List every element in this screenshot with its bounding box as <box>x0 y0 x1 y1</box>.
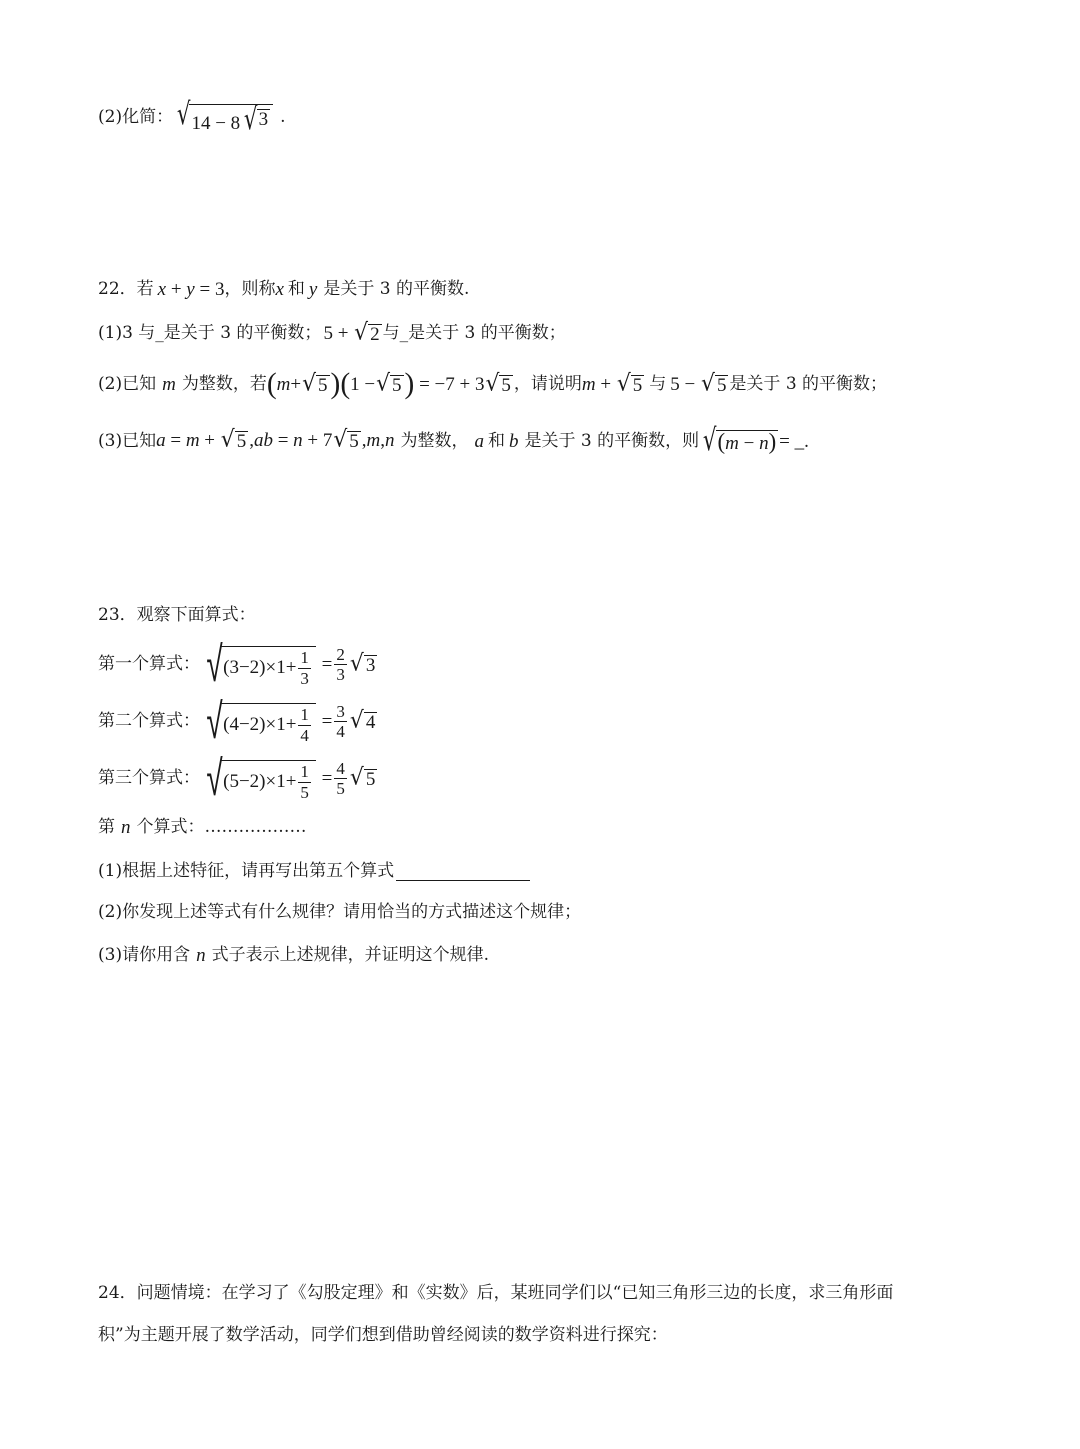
q21-part2: (2)化简： √ 14 − 8 √ 3 . <box>98 97 286 137</box>
q22-intro: 22．若 x + y = 3 ，则称 x 和 y 是关于 3 的平衡数. <box>98 279 470 300</box>
q23-formula-2: 第二个算式： √ ( 4 − 2 )× 1 + $\frac{1}{4}$ = $\frac{3}{4}$ √ 4 <box>98 692 376 750</box>
q23-part1: (1)根据上述特征，请再写出第五个算式 <box>98 862 530 881</box>
q23-part2: (2)你发现上述等式有什么规律？请用恰当的方式描述这个规律； <box>98 902 582 922</box>
q22-part2: (2)已知 m 为整数，若 ( m + √ 5 ) ( 1 − √ 5 ) = −7 + 3 √ 5 ，请说明 m + √ 5 与 5 − √ 5 是关于 3 的平衡数； <box>98 368 888 400</box>
q23-formula-1: 第一个算式： √ ( 3 − 2 )× 1 + $\frac{1}{3}$ = $\frac{2}{3}$ √ 3 <box>98 635 376 693</box>
q23-formula-3: 第三个算式： √ ( 5 − 2 )× 1 + $\frac{1}{5}$ = $\frac{4}{5}$ √ 5 <box>98 749 376 807</box>
answer-blank[interactable] <box>396 862 530 881</box>
sqrt-expression: √ 14 − 8 √ 3 <box>174 100 273 135</box>
q22-part1: (1)3 与_是关于 3 的平衡数； 5 + √ 2 与_是关于 3 的平衡数； <box>98 319 566 346</box>
q24-line1: 24．问题情境：在学习了《勾股定理》和《实数》后，某班同学们以“已知三角形三边的长度，求三角形面 <box>98 1283 894 1303</box>
q23-nth: 第 n 个算式：……………… <box>98 817 307 838</box>
q23-intro: 23．观察下面算式： <box>98 605 256 625</box>
q24-line2: 积”为主题开展了数学活动，同学们想到借助曾经阅读的数学资料进行探究： <box>98 1325 668 1345</box>
q22-part3: (3)已知 a = m + √ 5 ,ab = n + 7 √ 5 ,m,n 为整数， a 和 b 是关于 3 的平衡数，则 √ (m − n) = _. <box>98 423 809 458</box>
q23-part3: (3)请你用含 n 式子表示上述规律，并证明这个规律. <box>98 945 489 966</box>
